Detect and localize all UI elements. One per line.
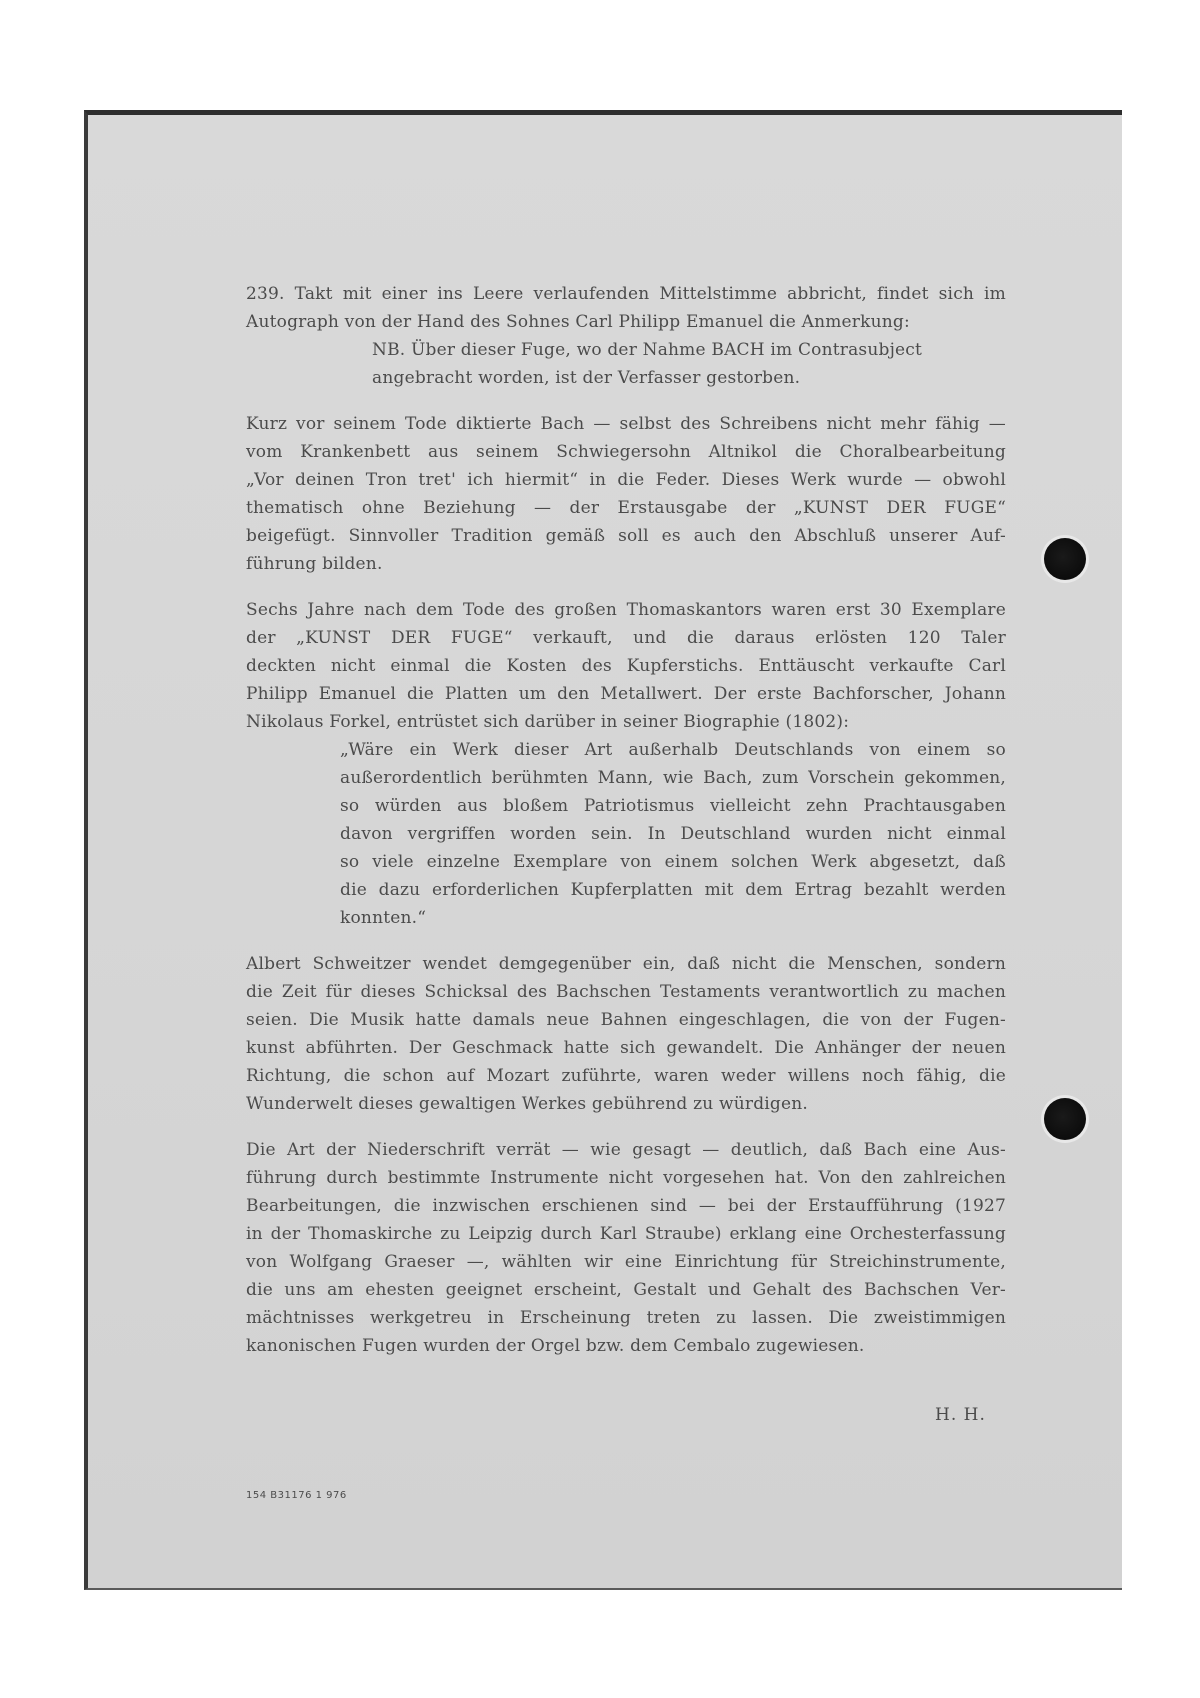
text-line: Albert Schweitzer wendet demgegenüber ein, daß nicht die Menschen, sondern — [246, 954, 1006, 974]
paragraph-sales — [246, 596, 1006, 736]
punch-hole-bottom — [1044, 1098, 1086, 1140]
text-line: Die Art der Niederschrift verrät — wie gesagt — deutlich, daß Bach eine Aus- — [246, 1140, 1006, 1160]
punch-hole-top — [1044, 538, 1086, 580]
paragraph-altnikol — [246, 410, 1006, 578]
text-line: von Wolfgang Graeser —, wählten wir eine Einrichtung für Streichinstrumente, — [246, 1252, 1006, 1272]
page-body-text — [246, 280, 1006, 1378]
text-line: konnten.“ — [340, 908, 427, 928]
text-line: „Vor deinen Tron tret' ich hiermit“ in die Feder. Dieses Werk wurde — obwohl — [246, 470, 1006, 490]
text-line: „Wäre ein Werk dieser Art außerhalb Deutschlands von einem so — [340, 740, 1006, 760]
text-line: vom Krankenbett aus seinem Schwiegersohn Altnikol die Choralbearbeitung — [246, 442, 1006, 462]
paragraph-intro — [246, 280, 1006, 336]
text-line: Richtung, die schon auf Mozart zuführte, waren weder willens noch fähig, die — [246, 1066, 1006, 1086]
text-line: thematisch ohne Beziehung — der Erstausgabe der „KUNST DER FUGE“ — [246, 498, 1006, 518]
text-line: Bearbeitungen, die inzwischen erschienen sind — bei der Erstaufführung (1927 — [246, 1196, 1006, 1216]
text-line: kunst abführten. Der Geschmack hatte sich gewandelt. Die Anhänger der neuen — [246, 1038, 1006, 1058]
footer-print-code: 154 B31176 1 976 — [246, 1490, 347, 1501]
text-line: die dazu erforderlichen Kupferplatten mit dem Ertrag bezahlt werden — [340, 880, 1006, 900]
text-line: Autograph von der Hand des Sohnes Carl Philipp Emanuel die Anmerkung: — [246, 312, 910, 332]
text-line: in der Thomaskirche zu Leipzig durch Karl Straube) erklang eine Orchesterfassung — [246, 1224, 1006, 1244]
text-line: 239. Takt mit einer ins Leere verlaufenden Mittelstimme abbricht, findet sich im — [246, 284, 1006, 304]
text-line: so viele einzelne Exemplare von einem solchen Werk abgesetzt, daß — [340, 852, 1006, 872]
text-line: beigefügt. Sinnvoller Tradition gemäß soll es auch den Abschluß unserer Auf- — [246, 526, 1006, 546]
paragraph-performance — [246, 1136, 1006, 1360]
text-line: so würden aus bloßem Patriotismus vielleicht zehn Prachtausgaben — [340, 796, 1006, 816]
text-line: davon vergriffen worden sein. In Deutschland wurden nicht einmal — [340, 824, 1006, 844]
text-line: mächtnisses werkgetreu in Erscheinung treten zu lassen. Die zweistimmigen — [246, 1308, 1006, 1328]
paragraph-schweitzer — [246, 950, 1006, 1118]
text-line: Sechs Jahre nach dem Tode des großen Thomaskantors waren erst 30 Exemplare — [246, 600, 1006, 620]
text-line: die Zeit für dieses Schicksal des Bachschen Testaments verantwortlich zu machen — [246, 982, 1006, 1002]
text-line: angebracht worden, ist der Verfasser gestorben. — [372, 368, 801, 388]
text-line: die uns am ehesten geeignet erscheint, Gestalt und Gehalt des Bachschen Ver- — [246, 1280, 1006, 1300]
author-signature: H. H. — [935, 1405, 986, 1425]
text-line: Wunderwelt dieses gewaltigen Werkes gebührend zu würdigen. — [246, 1094, 809, 1114]
autograph-note — [372, 336, 1006, 392]
text-line: kanonischen Fugen wurden der Orgel bzw. dem Cembalo zugewiesen. — [246, 1336, 865, 1356]
text-line: Kurz vor seinem Tode diktierte Bach — selbst des Schreibens nicht mehr fähig — — [246, 414, 1006, 434]
text-line: führung durch bestimmte Instrumente nicht vorgesehen hat. Von den zahlreichen — [246, 1168, 1006, 1188]
forkel-quote — [340, 736, 1006, 932]
text-line: der „KUNST DER FUGE“ verkauft, und die daraus erlösten 120 Taler — [246, 628, 1006, 648]
text-line: deckten nicht einmal die Kosten des Kupferstichs. Enttäuscht verkaufte Carl — [246, 656, 1006, 676]
text-line: Philipp Emanuel die Platten um den Metallwert. Der erste Bachforscher, Johann — [246, 684, 1006, 704]
text-line: seien. Die Musik hatte damals neue Bahnen eingeschlagen, die von der Fugen- — [246, 1010, 1006, 1030]
text-line: außerordentlich berühmten Mann, wie Bach, zum Vorschein gekommen, — [340, 768, 1006, 788]
text-line: NB. Über dieser Fuge, wo der Nahme BACH im Contrasubject — [372, 340, 923, 360]
text-line: Nikolaus Forkel, entrüstet sich darüber in seiner Biographie (1802): — [246, 712, 850, 732]
text-line: führung bilden. — [246, 554, 383, 574]
